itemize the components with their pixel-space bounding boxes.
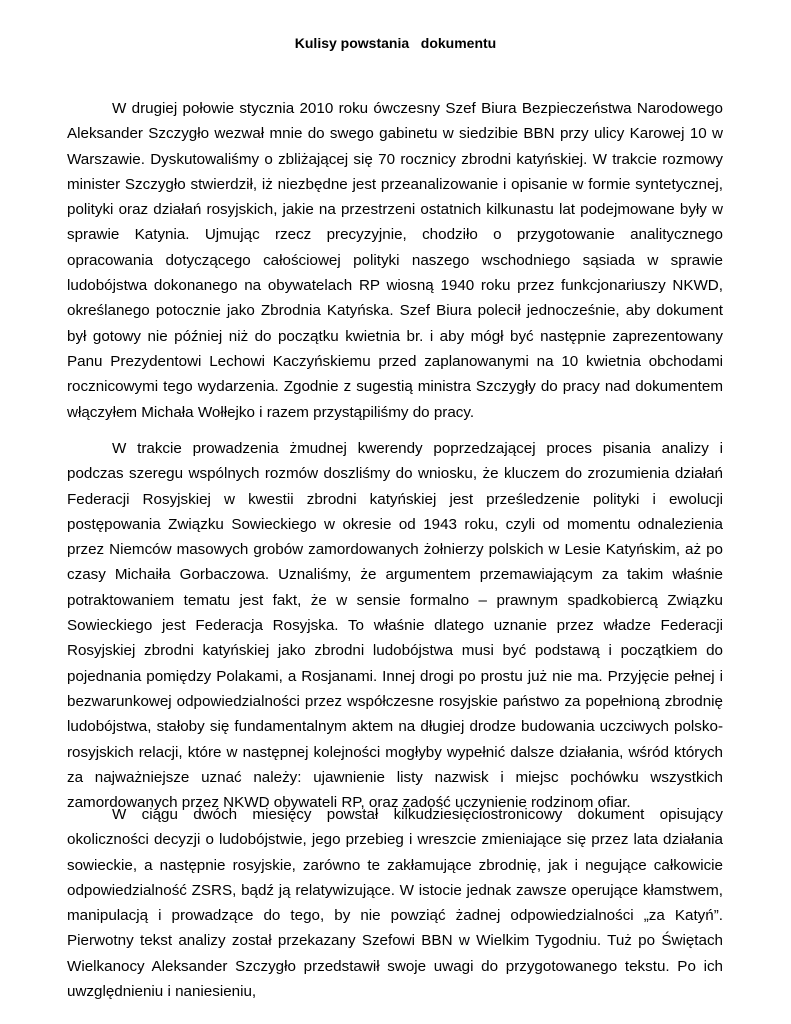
paragraph-1: W drugiej połowie stycznia 2010 roku ówczesny Szef Biura Bezpieczeństwa Narodowego Aleksander Szczygło wezwał mnie do swego gabinetu w siedzibie BBN przy ulicy Karowej 10 w Warszawie. Dyskutowaliśmy o zbliżającej się 70 rocznicy zbrodni katyńskiej. W trakcie rozmowy minister Szczygło stwierdził, iż niezbędne jest przeanalizowanie i opisanie w formie syntetycznej, polityki oraz działań rosyjskich, jakie na przestrzeni ostatnich kilkunastu lat podejmowane były w sprawie Katynia. Ujmując rzecz precyzyjnie, chodziło o przygotowanie analitycznego opracowania dotyczącego całościowej polityki naszego wschodniego sąsiada w sprawie ludobójstwa dokonanego na obywatelach RP wiosną 1940 roku przez funkcjonariuszy NKWD, określanego potocznie jako Zbrodnia Katyńska. Szef Biura polecił jednocześnie, aby dokument był gotowy nie później niż do początku kwietnia br. i aby mógł być następnie zaprezentowany Panu Prezydentowi Lechowi Kaczyńskiemu przed zaplanowanymi na 10 kwietnia obchodami rocznicowymi tego wydarzenia. Zgodnie z sugestią ministra Szczygły do pracy nad dokumentem włączyłem Michała Wołłejko i razem przystąpiliśmy do pracy. [67, 100, 723, 421]
paragraph-3: W ciągu dwóch miesięcy powstał kilkudziesięciostronicowy dokument opisujący okoliczności decyzji o ludobójstwie, jego przebieg i wreszcie zmieniające się przez lata działania sowieckie, a następnie rosyjskie, zarówno te zakłamujące zbrodnię, jak i negujące całkowicie odpowiedzialność ZSRS, bądź ją relatywizujące. W istocie jednak zawsze operujące kłamstwem, manipulacją i prowadzące do tego, by nie powziąć żadnej odpowiedzialności „za Katyń”. Pierwotny tekst analizy został przekazany Szefowi BBN w Wielkim Tygodniu. Tuż po Świętach Wielkanocy Aleksander Szczygło przedstawił swoje uwagi do przygotowanego tekstu. Po ich uwzględnieniu i naniesieniu, [67, 806, 723, 1001]
paragraph-2: W trakcie prowadzenia żmudnej kwerendy poprzedzającej proces pisania analizy i podczas szeregu wspólnych rozmów doszliśmy do wniosku, że kluczem do zrozumienia działań Federacji Rosyjskiej w kwestii zbrodni katyńskiej jest prześledzenie polityki i ewolucji postępowania Związku Sowieckiego w okresie od 1943 roku, czyli od momentu odnalezienia przez Niemców masowych grobów zamordowanych żołnierzy polskich w Lesie Katyńskim, aż po czasy Michaiła Gorbaczowa. Uznaliśmy, że argumentem przemawiającym za takim właśnie potraktowaniem tematu jest fakt, że w sensie formalno – prawnym spadkobiercą Związku Sowieckiego jest Federacja Rosyjska. To właśnie dlatego uznanie przez władze Federacji Rosyjskiej zbrodni katyńskiej jako zbrodni ludobójstwa musi być podstawą i początkiem do pojednania pomiędzy Polakami, a Rosjanami. Innej drogi po prostu już nie ma. Przyjęcie pełnej i bezwarunkowej odpowiedzialności przez współczesne rosyjskie państwo za popełnioną zbrodnię ludobójstwa, stałoby się fundamentalnym aktem na długiej drodze budowania uczciwych polsko-rosyjskich relacji, które w następnej kolejności mogłyby wypełnić dalsze działania, wśród których za najważniejsze uznać należy: ujawnienie listy nazwisk i miejsc pochówku wszystkich zamordowanych przez NKWD obywateli RP, oraz zadość uczynienie rodzinom ofiar. [67, 440, 723, 812]
document-title: Kulisy powstania dokumentu [294, 35, 497, 51]
